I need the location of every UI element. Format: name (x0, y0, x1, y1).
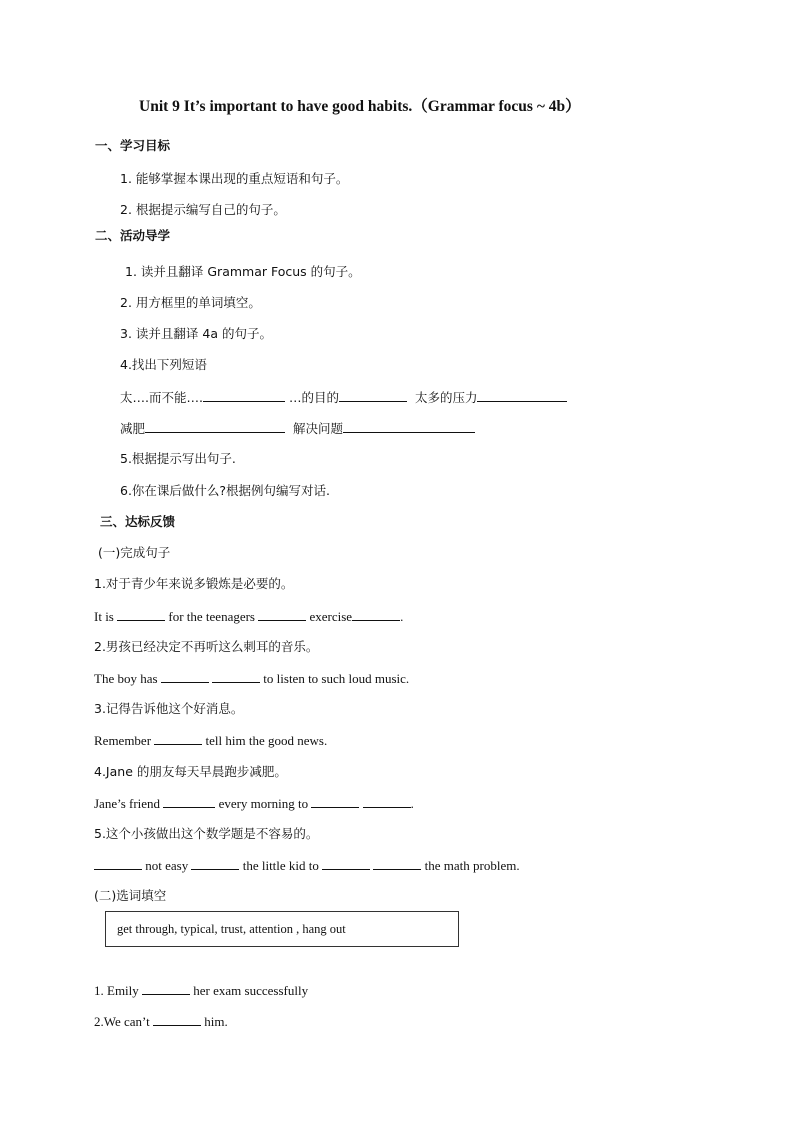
blank[interactable] (203, 389, 285, 402)
text: to listen to such loud music. (263, 671, 410, 686)
question-en (94, 732, 327, 749)
blank[interactable] (339, 389, 407, 402)
word-box (105, 911, 459, 947)
phrase-lose-weight: 减肥 (120, 421, 146, 436)
text: every morning to (218, 796, 309, 811)
blank[interactable] (142, 982, 190, 995)
phrase-purpose: …的目的 (288, 390, 339, 405)
phrase-stress: 太多的压力 (414, 390, 478, 405)
section-heading-objectives: 一、学习目标 (95, 138, 171, 153)
blank[interactable] (258, 608, 306, 621)
question-cn: 4.Jane 的朋友每天早晨跑步减肥。 (94, 764, 287, 779)
text: the math problem. (424, 858, 520, 873)
phrase-solve: 解决问题 (293, 421, 344, 436)
blank[interactable] (212, 670, 260, 683)
blank[interactable] (153, 1013, 201, 1026)
phrase-line-2 (120, 420, 475, 437)
subsection-heading-word-choice: (二)选词填空 (94, 888, 167, 903)
word-box-text: get through, typical, trust, attention , hang out (117, 922, 346, 936)
activity-item: 4.找出下列短语 (120, 357, 207, 372)
text: It is (94, 609, 114, 624)
question-en (94, 795, 414, 812)
blank[interactable] (117, 608, 165, 621)
section-heading-activities: 二、活动导学 (95, 228, 171, 243)
phrase-too-to: 太….而不能…. (120, 390, 203, 405)
text: tell him the good news. (205, 733, 328, 748)
page-title: Unit 9 It’s important to have good habits.（Grammar focus ~ 4b） (139, 98, 581, 115)
text: . (400, 609, 404, 624)
blank[interactable] (322, 857, 370, 870)
question-en (94, 857, 520, 874)
text: 1. Emily (94, 983, 139, 998)
section-heading-feedback: 三、达标反馈 (100, 514, 176, 529)
text: for the teenagers (168, 609, 255, 624)
phrase-line-1 (120, 389, 567, 406)
blank[interactable] (352, 608, 400, 621)
objective-item: 1. 能够掌握本课出现的重点短语和句子。 (120, 171, 349, 186)
text: him. (204, 1014, 228, 1029)
question-cn: 2.男孩已经决定不再听这么刺耳的音乐。 (94, 639, 319, 654)
question-en (94, 982, 308, 999)
question-en (94, 670, 409, 687)
objective-item: 2. 根据提示编写自己的句子。 (120, 202, 286, 217)
activity-item: 2. 用方框里的单词填空。 (120, 295, 261, 310)
text: . (410, 796, 414, 811)
activity-item: 3. 读并且翻译 4a 的句子。 (120, 326, 272, 341)
blank[interactable] (145, 420, 285, 433)
blank[interactable] (363, 795, 411, 808)
blank[interactable] (311, 795, 359, 808)
text: her exam successfully (193, 983, 309, 998)
blank[interactable] (373, 857, 421, 870)
text: exercise (309, 609, 353, 624)
text: 2.We can’t (94, 1014, 150, 1029)
blank[interactable] (477, 389, 567, 402)
question-en (94, 1013, 228, 1030)
blank[interactable] (343, 420, 475, 433)
blank[interactable] (163, 795, 215, 808)
text: Remember (94, 733, 152, 748)
question-cn: 1.对于青少年来说多锻炼是必要的。 (94, 576, 294, 591)
question-cn: 5.这个小孩做出这个数学题是不容易的。 (94, 826, 319, 841)
blank[interactable] (154, 732, 202, 745)
text: Jane’s friend (94, 796, 161, 811)
text: the little kid to (242, 858, 319, 873)
text: not easy (145, 858, 189, 873)
blank[interactable] (161, 670, 209, 683)
text: The boy has (94, 671, 158, 686)
activity-item: 6.你在课后做什么?根据例句编写对话. (120, 483, 331, 498)
blank[interactable] (191, 857, 239, 870)
activity-item: 5.根据提示写出句子. (120, 451, 236, 466)
question-cn: 3.记得告诉他这个好消息。 (94, 701, 244, 716)
question-en (94, 608, 403, 625)
activity-item: 1. 读并且翻译 Grammar Focus 的句子。 (125, 264, 361, 279)
blank[interactable] (94, 857, 142, 870)
subsection-heading-complete: (一)完成句子 (98, 545, 171, 560)
